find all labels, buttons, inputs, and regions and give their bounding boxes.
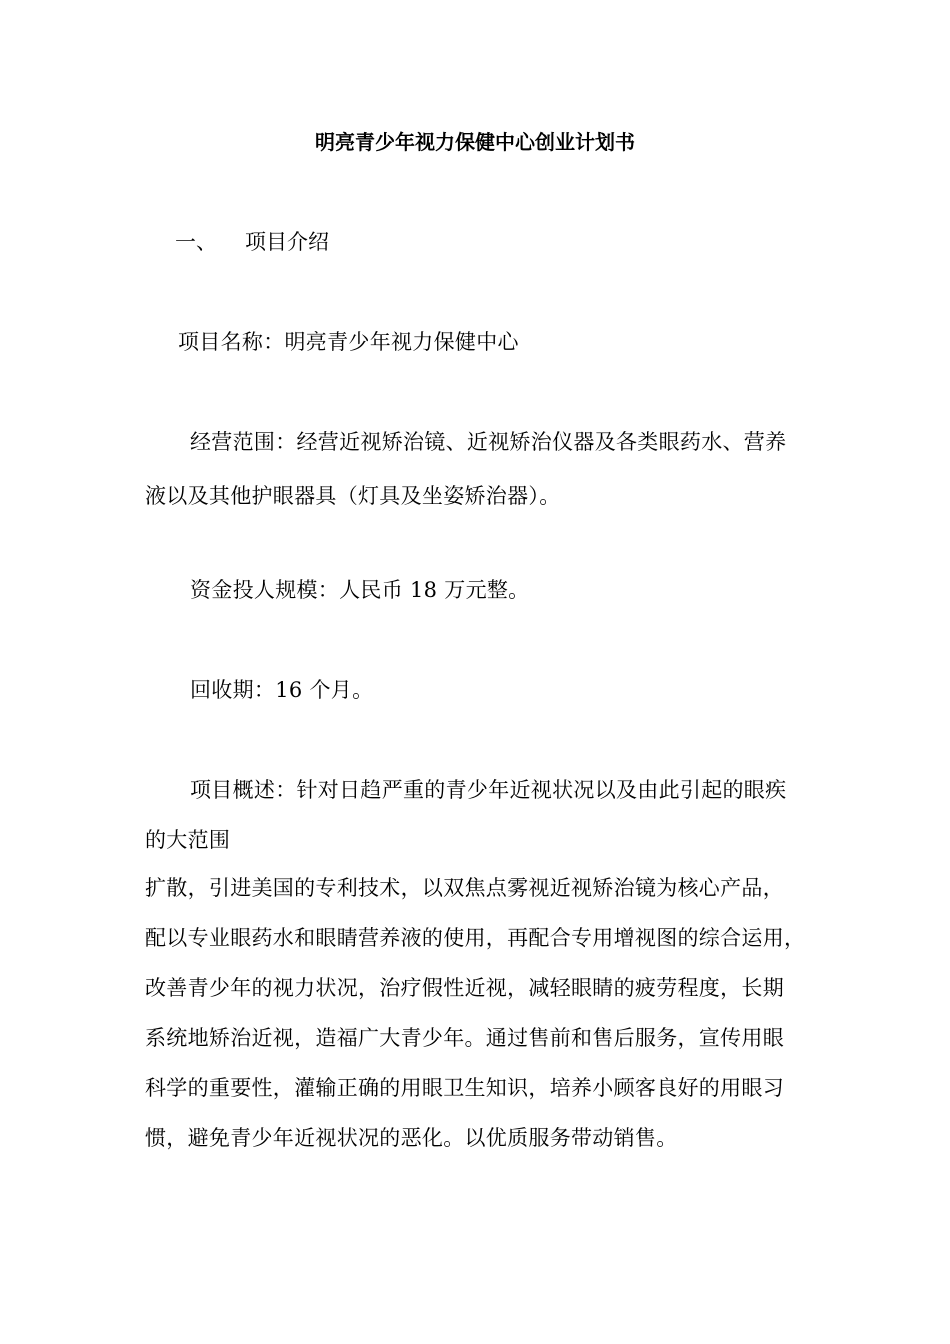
- overview-line-5: 改善青少年的视力状况，治疗假性近视，减轻眼睛的疲劳程度，长期: [145, 976, 784, 1000]
- business-scope-line-2: 液以及其他护眼器具（灯具及坐姿矫治器）。: [145, 484, 561, 508]
- project-name-paragraph: 项目名称：明亮青少年视力保健中心: [178, 330, 519, 354]
- overview-line-7: 科学的重要性，灌输正确的用眼卫生知识，培养小顾客良好的用眼习: [145, 1076, 784, 1100]
- overview-line-3: 扩散，引进美国的专利技术，以双焦点雾视近视矫治镜为核心产品，: [145, 876, 784, 900]
- overview-line-6: 系统地矫治近视，造福广大青少年。通过售前和售后服务，宣传用眼: [145, 1026, 784, 1050]
- document-title: 明亮青少年视力保健中心创业计划书: [315, 130, 635, 154]
- overview-line-8: 惯，避免青少年近视状况的恶化。以优质服务带动销售。: [145, 1126, 678, 1150]
- investment-paragraph: 资金投人规模：人民币 18 万元整。: [190, 578, 530, 602]
- section-number: 一、: [175, 230, 217, 254]
- overview-line-1: 项目概述：针对日趋严重的青少年近视状况以及由此引起的眼疾: [190, 778, 787, 802]
- overview-line-4: 配以专业眼药水和眼睛营养液的使用，再配合专用增视图的综合运用，: [145, 926, 806, 950]
- business-scope-line-1: 经营范围：经营近视矫治镜、近视矫治仪器及各类眼药水、营养: [190, 430, 787, 454]
- payback-paragraph: 回收期：16 个月。: [190, 678, 374, 702]
- overview-line-2: 的大范围: [145, 828, 231, 852]
- section-heading: 项目介绍: [245, 230, 329, 254]
